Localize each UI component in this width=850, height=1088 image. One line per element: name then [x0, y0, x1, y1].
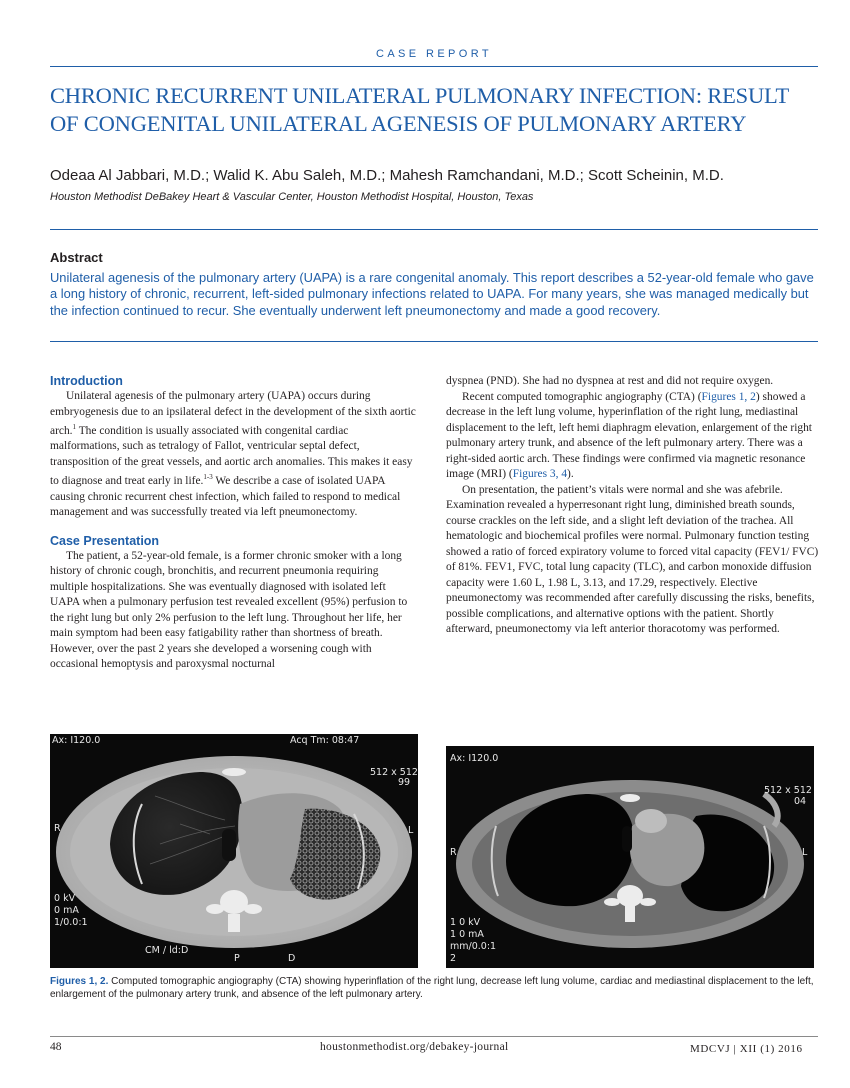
introduction-paragraph: Unilateral agenesis of the pulmonary artery (UAPA) occurs during embryogenesis due to an ipsilateral defect in the development of the sixth aortic arch.$^1$ The condition is usually associated with congenital cardiac malformations, such as tetralogy of Fallot, ventricular septal defect, transposition of the great vessels, and aortic arch anomalies. This makes it easy to diagnose and treat early in life.$^{1-3}$ We describe a case of isolated UAPA causing chronic recurrent chest infection, which failed to respond to medical management and was successfully treated via left pneumonectomy. — [50, 390, 416, 519]
page-number: 48 — [50, 1041, 62, 1053]
fig1-axial-label: Ax: I120.0 — [52, 735, 101, 746]
fig1-matrix: 512 x 512 — [370, 767, 418, 778]
fig1-param-mm: 1/0.0:1 — [54, 917, 88, 928]
abstract-bottom-rule — [50, 341, 818, 342]
fig1-matrix-sub: 99 — [398, 777, 411, 788]
fig1-posterior-marker: P — [234, 953, 240, 964]
abstract-text: Unilateral agenesis of the pulmonary artery (UAPA) is a rare congenital anomaly. This report describes a 52-year-old female who gave a long history of chronic, recurrent, left-sided pulmonary infections related to UAPA. For many years, she was managed medically but the infection continued to recur. She eventually underwent left pneumonectomy and made a good recovery. — [50, 270, 814, 318]
ct-mediastinal-window-image — [446, 746, 814, 968]
header-rule — [50, 66, 818, 67]
figure-reference-1-2[interactable]: Figures 1, 2 — [701, 390, 756, 403]
fig2-left-marker: L — [802, 847, 808, 858]
ct-lung-window-image — [50, 734, 418, 968]
fig2-param-mm: mm/0.0:1 — [450, 941, 497, 952]
affiliation: Houston Methodist DeBakey Heart & Vascular Center, Houston Methodist Hospital, Houston, Texas — [50, 191, 534, 203]
case-paragraph-3: On presentation, the patient’s vitals were normal and she was afebrile. Examination revealed a hyperresonant right lung, diminished breath sounds, course crackles on the left side, and a slight left deviation of the trachea. All hematologic and biochemical profiles were normal. Pulmonary function testing showed a ratio of forced expiratory volume to forced vital capacity (FEV1/ FVC) of 81%. FEV1, FVC, total lung capacity (TLC), and carbon monoxide diffusion capacity were 1.60 L, 1.98 L, 3.13, and 17.29, respectively. Elective pneumonectomy was recommended after carefully discussing the risks, benefits, possible complications, and alternative options with the patient. Shortly afterward, pneumonectomy via left anterior thoracotomy was performed. — [446, 483, 819, 635]
figure-2-ct-scan — [446, 746, 814, 968]
left-column — [50, 373, 416, 673]
journal-issue: MDCVJ | XII (1) 2016 — [690, 1043, 803, 1055]
fig2-axial-label: Ax: I120.0 — [450, 753, 499, 764]
caption-text: Computed tomographic angiography (CTA) showing hyperinflation of the right lung, decrease left lung volume, cardiac and mediastinal displacement to the left, enlargement of the pulmonary artery trunk, and absence of the left pulmonary artery. — [50, 976, 814, 1001]
fig2-param-extra: 2 — [450, 953, 457, 964]
case-paragraph-1-continued: dyspnea (PND). She had no dyspnea at rest and did not require oxygen. — [446, 375, 774, 387]
figure-1-ct-scan — [50, 734, 418, 968]
fig1-bottom-text: CM / ld:D — [145, 945, 189, 956]
abstract-heading: Abstract — [50, 250, 103, 265]
caption-label: Figures 1, 2. — [50, 976, 109, 987]
fig2-matrix: 512 x 512 — [764, 785, 812, 796]
article-title: CHRONIC RECURRENT UNILATERAL PULMONARY INFECTION: RESULT OF CONGENITAL UNILATERAL AGENESIS OF PULMONARY ARTERY — [50, 83, 789, 136]
case-paragraph-1: The patient, a 52-year-old female, is a former chronic smoker with a long history of chronic cough, bronchitis, and recurrent pneumonia requiring multiple hospitalizations. She was eventually diagnosed with isolated left UAPA when a pulmonary perfusion test revealed excellent (95%) perfusion to the right lung but only 2% perfusion to the left lung. Throughout her life, her main symptom had been easy fatigability rather than shortness of breath. However, over the past 2 years she developed a worsening cough with occasional hemoptysis and paroxysmal nocturnal — [50, 549, 408, 671]
fig1-param-ma: 0 mA — [54, 905, 79, 916]
right-column — [446, 374, 820, 638]
author-list: Odeaa Al Jabbari, M.D.; Walid K. Abu Saleh, M.D.; Mahesh Ramchandani, M.D.; Scott Scheinin, M.D. — [50, 167, 724, 184]
fig1-right-marker: R — [54, 823, 61, 834]
fig1-left-marker: L — [408, 825, 414, 836]
case-paragraph-2: Recent computed tomographic angiography (CTA) (Figures 1, 2) showed a decrease in the left lung volume, hyperinflation of the right lung, mediastinal displacement to the left, left hemi diaphragm elevation, enlargement of the right pulmonary artery trunk, and absence of the left pulmonary artery. There was a right-sided aortic arch. These findings were confirmed via magnetic resonance image (MRI) (Figures 3, 4). — [446, 390, 812, 480]
figure-reference-3-4[interactable]: Figures 3, 4 — [512, 468, 568, 480]
footer-rule — [50, 1036, 818, 1037]
fig2-right-marker: R — [450, 847, 457, 858]
fig1-param-kv: 0 kV — [54, 893, 76, 904]
fig1-bottom-marker: D — [288, 953, 296, 964]
fig2-param-ma: 1 0 mA — [450, 929, 484, 940]
case-presentation-heading: Case Presentation — [50, 533, 160, 548]
abstract-top-rule — [50, 229, 818, 230]
fig2-param-kv: 1 0 kV — [450, 917, 481, 928]
fig2-matrix-sub: 04 — [794, 796, 807, 807]
fig1-acquisition-time: Acq Tm: 08:47 — [290, 735, 360, 746]
figure-caption — [50, 975, 818, 1002]
introduction-heading: Introduction — [50, 374, 123, 388]
journal-url[interactable]: houstonmethodist.org/debakey-journal — [320, 1041, 509, 1053]
section-label: CASE REPORT — [375, 48, 493, 60]
